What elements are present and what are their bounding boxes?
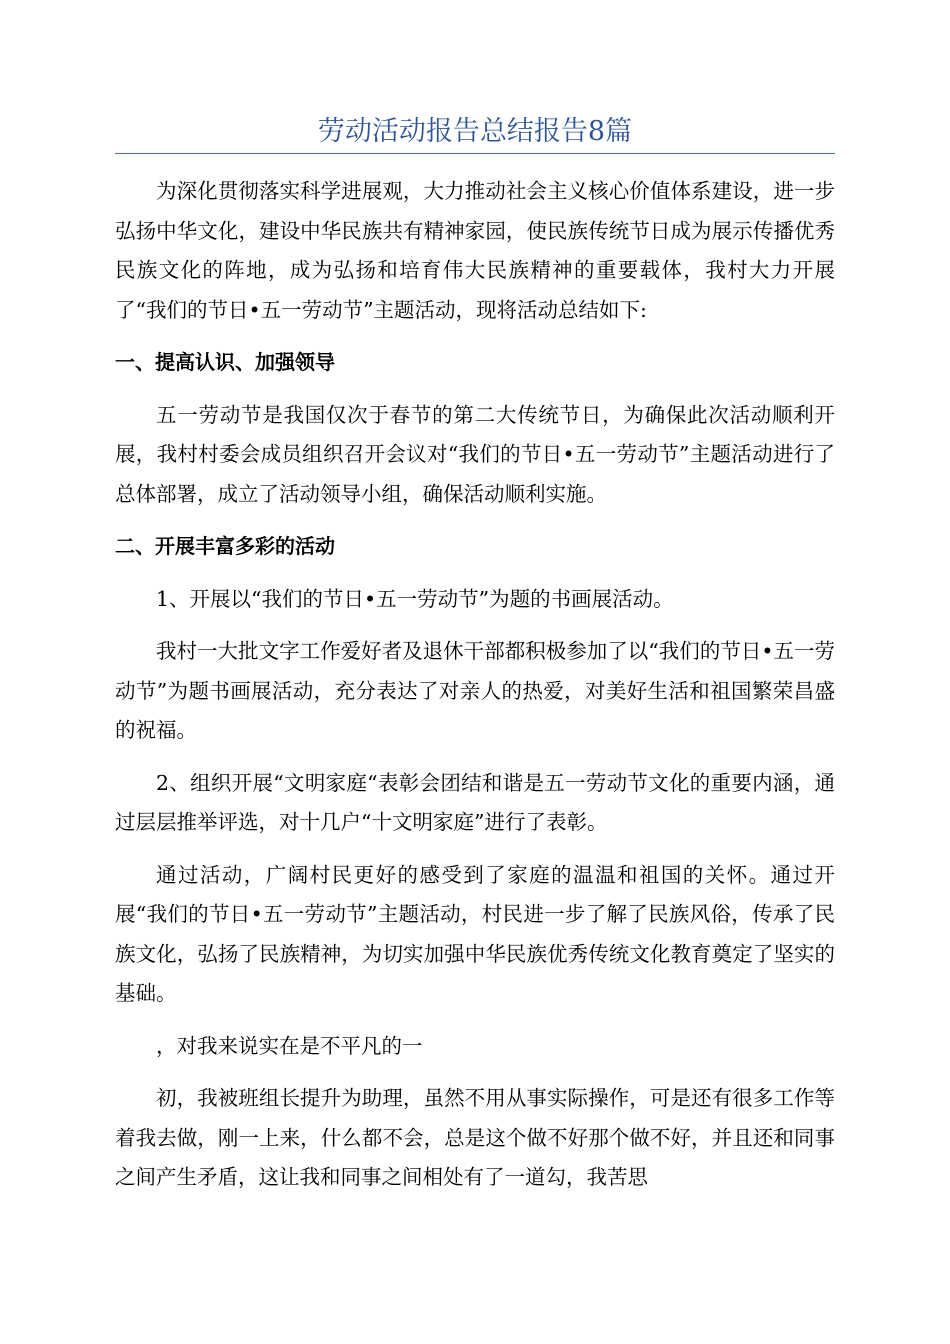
paragraph-item-1-detail: 我村一大批文字工作爱好者及退休干部都积极参加了以“我们的节日•五一劳动节”为题书画展活动，充分表达了对亲人的热爱，对美好生活和祖国繁荣昌盛的祝福。 [115,639,835,742]
paragraph-continuation: 初，我被班组长提升为助理，虽然不用从事实际操作，可是还有很多工作等着我去做，刚一上来，什么都不会，总是这个做不好那个做不好，并且还和同事之间产生矛盾，这让我和同事之间相处有了一道勾，我苦思 [115,1086,835,1189]
paragraph-item-1: 1、开展以“我们的节日•五一劳动节”为题的书画展活动。 [156,586,674,611]
paragraph-intro: 为深化贯彻落实科学进展观，大力推动社会主义核心价值体系建设，进一步弘扬中华文化，建设中华民族共有精神家园，使民族传统节日成为展示传播优秀民族文化的阵地，成为弘扬和培育伟大民族精神的重要载体，我村大力开展了“我们的节日•五一劳动节”主题活动，现将活动总结如下: [115,179,835,322]
document-title: 劳动活动报告总结报告8篇 [317,116,633,147]
document-body [115,172,835,1211]
section-heading-1: 一、提高认识、加强领导 [115,350,335,374]
paragraph-fragment: ，对我来说实在是不平凡的一 [156,1033,423,1058]
title-underline [115,153,835,154]
paragraph-section-1: 五一劳动节是我国仅次于春节的第二大传统节日，为确保此次活动顺利开展，我村村委会成员组织召开会议对“我们的节日•五一劳动节”主题活动进行了总体部署，成立了活动领导小组，确保活动顺利实施。 [115,402,835,506]
paragraph-conclusion: 通过活动，广阔村民更好的感受到了家庭的温温和祖国的关怀。通过开展“我们的节日•五一劳动节”主题活动，村民进一步了解了民族风俗，传承了民族文化，弘扬了民族精神，为切实加强中华民族优秀传统文化教育奠定了坚实的基础。 [115,862,835,1005]
section-heading-2: 二、开展丰富多彩的活动 [115,534,335,558]
paragraph-item-2: 2、组织开展“文明家庭“表彰会团结和谐是五一劳动节文化的重要内涵，通过层层推举评选，对十几户“十文明家庭”进行了表彰。 [115,770,835,834]
